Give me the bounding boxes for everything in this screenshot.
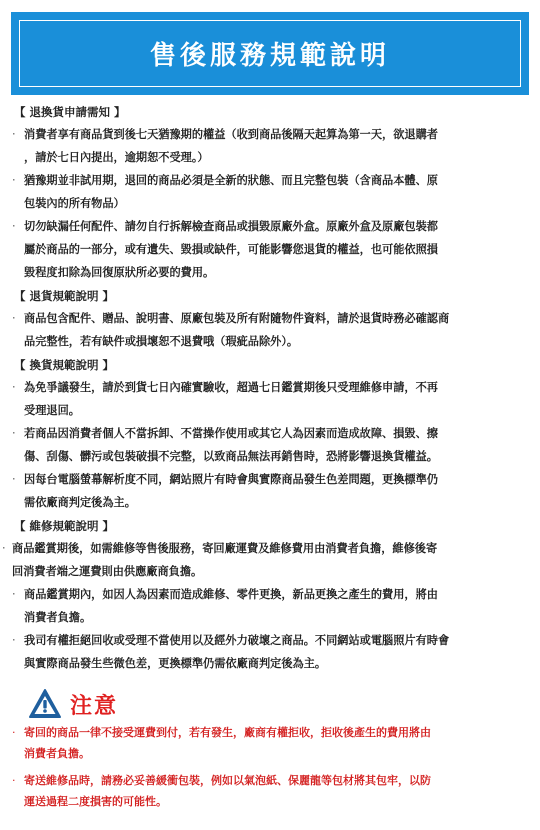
section-title: 【 退貨規範說明 】 bbox=[14, 289, 115, 303]
bullet-icon: ‧ bbox=[12, 473, 16, 486]
policy-content bbox=[0, 100, 540, 675]
bullet-icon: ‧ bbox=[12, 128, 16, 141]
section-title: 【 換貨規範說明 】 bbox=[14, 358, 115, 372]
notice-title: 注意 bbox=[70, 693, 119, 719]
item-text-line: 消費者享有商品貨到後七天猶豫期的權益（收到商品後隔天起算為第一天，欲退購者 bbox=[24, 128, 438, 141]
list-item bbox=[0, 583, 540, 629]
item-text-line: 消費者負擔。 bbox=[24, 747, 90, 760]
list-item bbox=[0, 169, 540, 215]
item-text-line: 毀程度扣除為回復原狀所必要的費用。 bbox=[24, 266, 215, 279]
list-item bbox=[0, 123, 540, 169]
bullet-icon: ‧ bbox=[12, 634, 16, 647]
header-frame bbox=[19, 20, 521, 87]
item-text-line: 受理退回。 bbox=[24, 404, 80, 417]
notice-list bbox=[0, 722, 540, 818]
item-text-line: 運送過程二度損害的可能性。 bbox=[24, 795, 167, 808]
bullet-icon: ‧ bbox=[2, 542, 6, 555]
bullet-icon: ‧ bbox=[12, 312, 16, 325]
page-title: 售後服務規範說明 bbox=[149, 41, 390, 71]
item-text-line: 寄回的商品一律不接受運費到付，若有發生，廠商有權拒收，拒收後產生的費用將由 bbox=[24, 726, 431, 739]
item-text-line: 若商品因消費者個人不當拆卸、不當操作使用或其它人為因素而造成故障、損毀、擦 bbox=[24, 427, 438, 440]
bullet-icon: ‧ bbox=[12, 774, 16, 787]
item-text-line: 包裝內的所有物品） bbox=[24, 197, 125, 210]
list-item bbox=[0, 722, 540, 764]
list-item bbox=[0, 468, 540, 514]
item-text-line: 商品鑑賞期後，如需維修等售後服務，寄回廠運費及維修費用由消費者負擔，維修後寄 bbox=[12, 542, 438, 555]
item-text-line: 回消費者端之運費則由供應廠商負擔。 bbox=[12, 565, 203, 578]
section-title: 【 維修規範說明 】 bbox=[14, 519, 115, 533]
item-text-line: 消費者負擔。 bbox=[24, 611, 92, 624]
item-text-line: 切勿缺漏任何配件、請勿自行拆解檢查商品或損毀原廠外盒。原廠外盒及原廠包裝都 bbox=[24, 220, 438, 233]
header-banner bbox=[11, 12, 529, 95]
item-text-line: 需依廠商判定後為主。 bbox=[24, 496, 136, 509]
item-text-line: 為免爭議發生，請於到貨七日內確實驗收，超過七日鑑賞期後只受理維修申請，不再 bbox=[24, 381, 438, 394]
item-text-line: 商品包含配件、贈品、說明書、原廠包裝及所有附隨物件資料，請於退貨時務必確認商 bbox=[24, 312, 450, 325]
list-item bbox=[0, 307, 540, 353]
section-title: 【 退換貨申請需知 】 bbox=[14, 105, 126, 119]
bullet-icon: ‧ bbox=[12, 220, 16, 233]
item-text-line: 屬於商品的一部分，或有遺失、毀損或缺件，可能影響您退貨的權益，也可能依照損 bbox=[24, 243, 438, 256]
bullet-icon: ‧ bbox=[12, 174, 16, 187]
item-text-line: 寄送維修品時，請務必妥善緩衝包裝，例如以氣泡紙、保麗龍等包材將其包牢，以防 bbox=[24, 774, 431, 787]
item-text-line: 商品鑑賞期內，如因人為因素而造成維修、零件更換，新品更換之產生的費用，將由 bbox=[24, 588, 438, 601]
notice-heading bbox=[28, 688, 118, 720]
bullet-icon: ‧ bbox=[12, 588, 16, 601]
item-text-line: 猶豫期並非試用期，退回的商品必須是全新的狀態、而且完整包裝（含商品本體、原 bbox=[24, 174, 438, 187]
list-item bbox=[0, 537, 540, 583]
item-text-line: 與實際商品發生些微色差，更換標準仍需依廠商判定後為主。 bbox=[24, 657, 327, 670]
list-item bbox=[0, 770, 540, 812]
item-text-line: 品完整性，若有缺件或損壞恕不退費哦（瑕疵品除外）。 bbox=[24, 335, 299, 348]
item-text-line: 我司有權拒絕回收或受理不當使用以及經外力破壞之商品。不同網站或電腦照片有時會 bbox=[24, 634, 450, 647]
item-text-line: 因每台電腦螢幕解析度不同，網站照片有時會與實際商品發生色差問題，更換標準仍 bbox=[24, 473, 438, 486]
list-item bbox=[0, 376, 540, 422]
item-text-line: ，請於七日內提出，逾期恕不受理。） bbox=[24, 151, 209, 164]
list-item bbox=[0, 215, 540, 284]
list-item bbox=[0, 422, 540, 468]
bullet-icon: ‧ bbox=[12, 726, 16, 739]
warning-triangle-icon bbox=[28, 688, 62, 720]
bullet-icon: ‧ bbox=[12, 427, 16, 440]
item-text-line: 傷、刮傷、髒污或包裝破損不完整，以致商品無法再銷售時，恐將影響退換貨權益。 bbox=[24, 450, 438, 463]
list-item bbox=[0, 629, 540, 675]
bullet-icon: ‧ bbox=[12, 381, 16, 394]
